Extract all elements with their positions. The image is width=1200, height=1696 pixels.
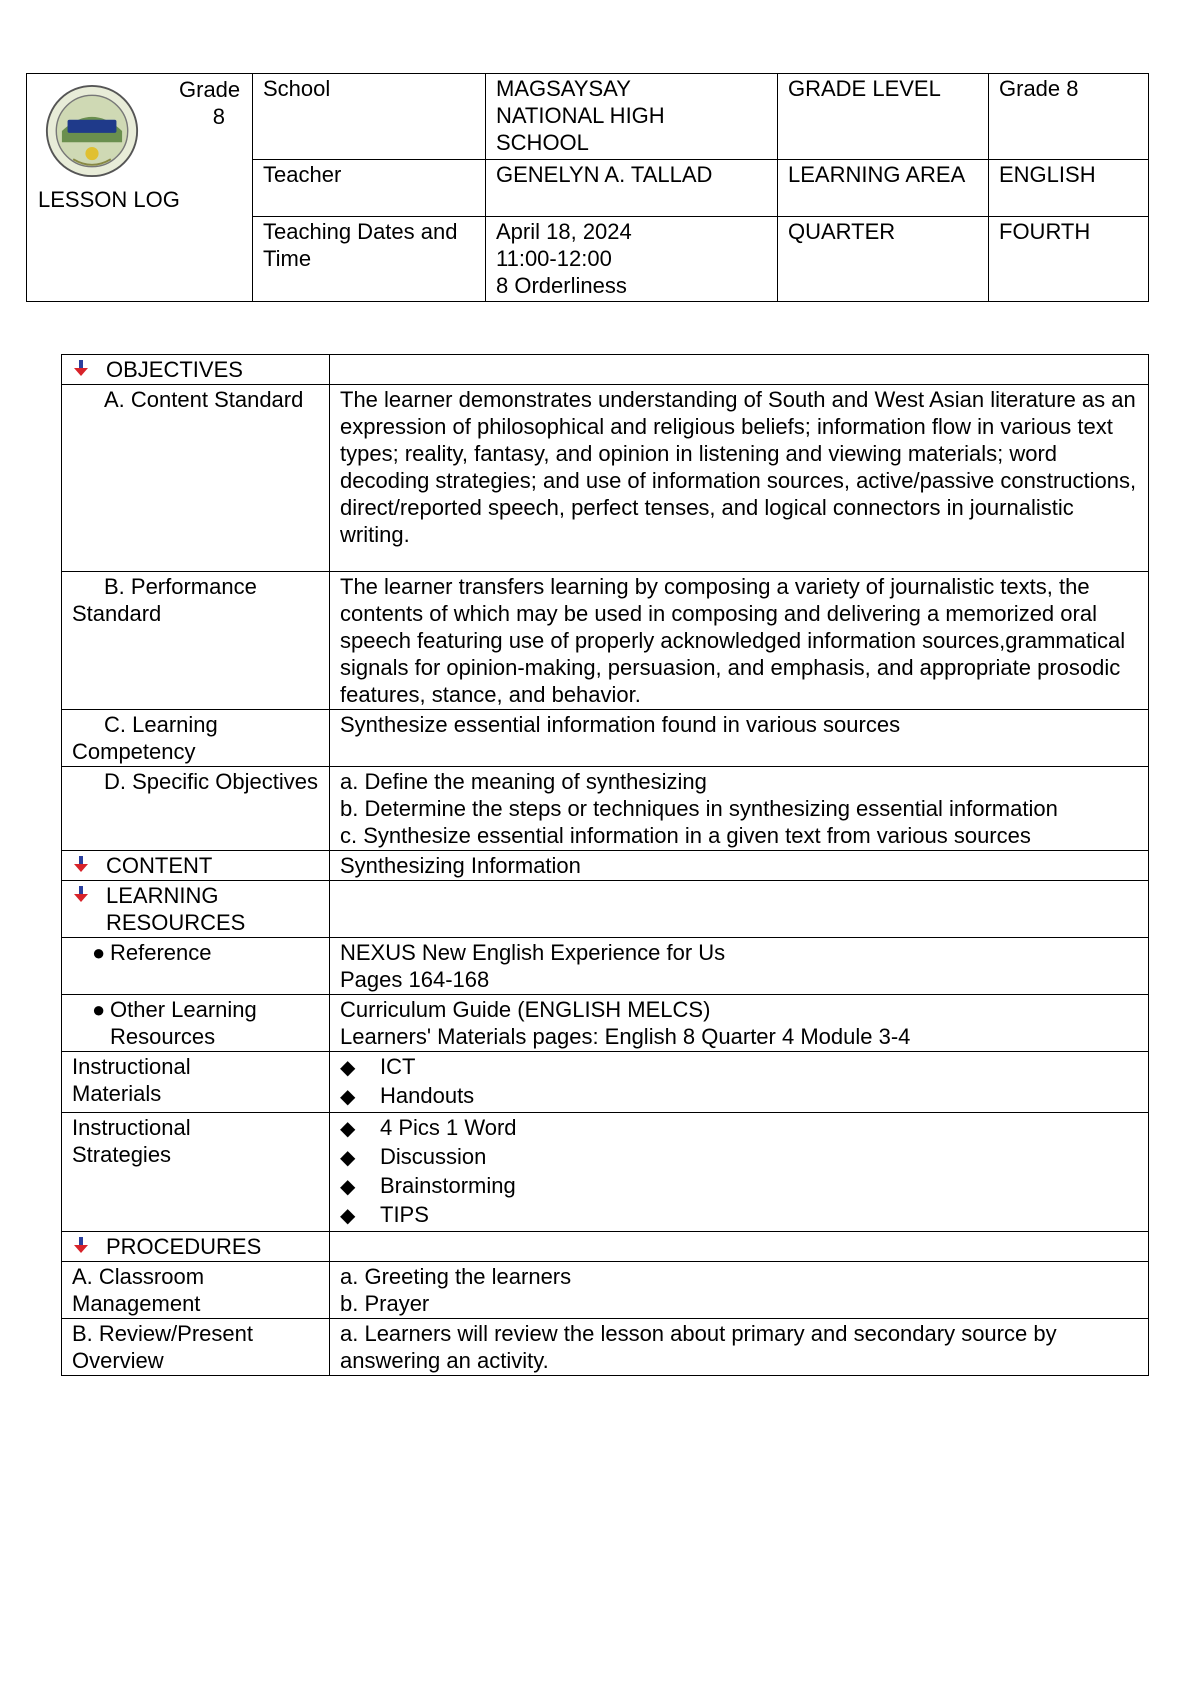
specific-objectives-list [330, 767, 1149, 851]
performance-standard-label: B. Performance Standard [62, 572, 330, 710]
other-resources-value: Curriculum Guide (ENGLISH MELCS) Learners' Materials pages: English 8 Quarter 4 Module 3-4 [330, 995, 1149, 1052]
teaching-dates-label: Teaching Dates and Time [253, 217, 486, 302]
content-standard-label: A. Content Standard [62, 385, 330, 572]
school-value: MAGSAYSAY NATIONAL HIGH SCHOOL [486, 74, 778, 160]
grade-label: Grade 8 [179, 77, 241, 129]
diamond-icon: ◆ [340, 1086, 356, 1108]
instructional-strategies-label: Instructional Strategies [62, 1113, 330, 1232]
list-item: ◆ ICT [340, 1053, 1138, 1082]
learning-competency-text: Synthesize essential information found in various sources [330, 710, 1149, 767]
diamond-icon: ◆ [340, 1205, 356, 1227]
list-item: ◆ Discussion [340, 1143, 1138, 1172]
list-item: a. Define the meaning of synthesizing [340, 769, 707, 794]
review-overview-text: a. Learners will review the lesson about primary and secondary source by answering an activity. [330, 1319, 1149, 1376]
list-item: ◆ 4 Pics 1 Word [340, 1114, 1138, 1143]
diamond-icon: ◆ [340, 1118, 356, 1140]
learning-resources-heading: LEARNING RESOURCES [62, 881, 330, 938]
grade-level-value: Grade 8 [989, 74, 1149, 160]
logo-cell [27, 74, 253, 302]
diamond-icon: ◆ [340, 1147, 356, 1169]
list-item: b. Prayer [340, 1291, 430, 1316]
learning-competency-label: C. Learning Competency [62, 710, 330, 767]
objectives-empty [330, 355, 1149, 385]
instructional-strategies-list [330, 1113, 1149, 1232]
teacher-value: GENELYN A. TALLAD [486, 160, 778, 217]
lesson-table [61, 354, 1149, 1376]
instructional-materials-list [330, 1052, 1149, 1113]
learning-area-value: ENGLISH [989, 160, 1149, 217]
bullet-dot-icon: ● [92, 997, 106, 1022]
list-item: ◆ Brainstorming [340, 1172, 1138, 1201]
quarter-value: FOURTH [989, 217, 1149, 302]
reference-value: NEXUS New English Experience for Us Pages 164-168 [330, 938, 1149, 995]
quarter-label: QUARTER [778, 217, 989, 302]
down-arrow-flag-icon [72, 356, 106, 383]
bullet-dot-icon: ● [92, 940, 106, 965]
diamond-icon: ◆ [340, 1057, 356, 1079]
classroom-management-list [330, 1262, 1149, 1319]
performance-standard-text: The learner transfers learning by composing a variety of journalistic texts, the contents of which may be used in composing and delivering a memorized oral speech featuring use of properly acknowledged information sources,grammatical signals for opinion-making, persuasion, and emphasis, and appropriate prosodic features, stance, and behavior. [330, 572, 1149, 710]
diamond-icon: ◆ [340, 1176, 356, 1198]
list-item: a. Greeting the learners [340, 1264, 572, 1289]
teaching-dates-value: April 18, 2024 11:00-12:00 8 Orderliness [486, 217, 778, 302]
content-standard-text: The learner demonstrates understanding of South and West Asian literature as an expression of philosophical and religious beliefs; information flow in various text types; reality, fantasy, and opinion in listening and viewing materials; word decoding strategies; and use of information sources, active/passive constructions, direct/reported speech, perfect tenses, and logical connectors in journalistic writing. [330, 385, 1149, 572]
down-arrow-flag-icon [72, 882, 106, 909]
learning-resources-empty [330, 881, 1149, 938]
teacher-label: Teacher [253, 160, 486, 217]
content-heading: CONTENT [62, 851, 330, 881]
other-resources-label: ● Other Learning Resources [62, 995, 330, 1052]
list-item: ◆ TIPS [340, 1201, 1138, 1230]
school-label: School [253, 74, 486, 160]
list-item: c. Synthesize essential information in a given text from various sources [340, 823, 1031, 848]
procedures-empty [330, 1232, 1149, 1262]
list-item: ◆ Handouts [340, 1082, 1138, 1111]
school-seal-icon [45, 84, 139, 178]
learning-area-label: LEARNING AREA [778, 160, 989, 217]
instructional-materials-label: Instructional Materials [62, 1052, 330, 1113]
lesson-log-title: LESSON LOG [38, 187, 180, 212]
down-arrow-flag-icon [72, 1233, 106, 1260]
content-value: Synthesizing Information [330, 851, 1149, 881]
grade-level-label: GRADE LEVEL [778, 74, 989, 160]
objectives-heading: OBJECTIVES [62, 355, 330, 385]
classroom-management-label: A. Classroom Management [62, 1262, 330, 1319]
review-overview-label: B. Review/Present Overview [62, 1319, 330, 1376]
reference-label: ● Reference [62, 938, 330, 995]
list-item: b. Determine the steps or techniques in synthesizing essential information [340, 796, 1058, 821]
down-arrow-flag-icon [72, 852, 106, 879]
header-table [26, 73, 1149, 302]
specific-objectives-label: D. Specific Objectives [62, 767, 330, 851]
procedures-heading: PROCEDURES [62, 1232, 330, 1262]
